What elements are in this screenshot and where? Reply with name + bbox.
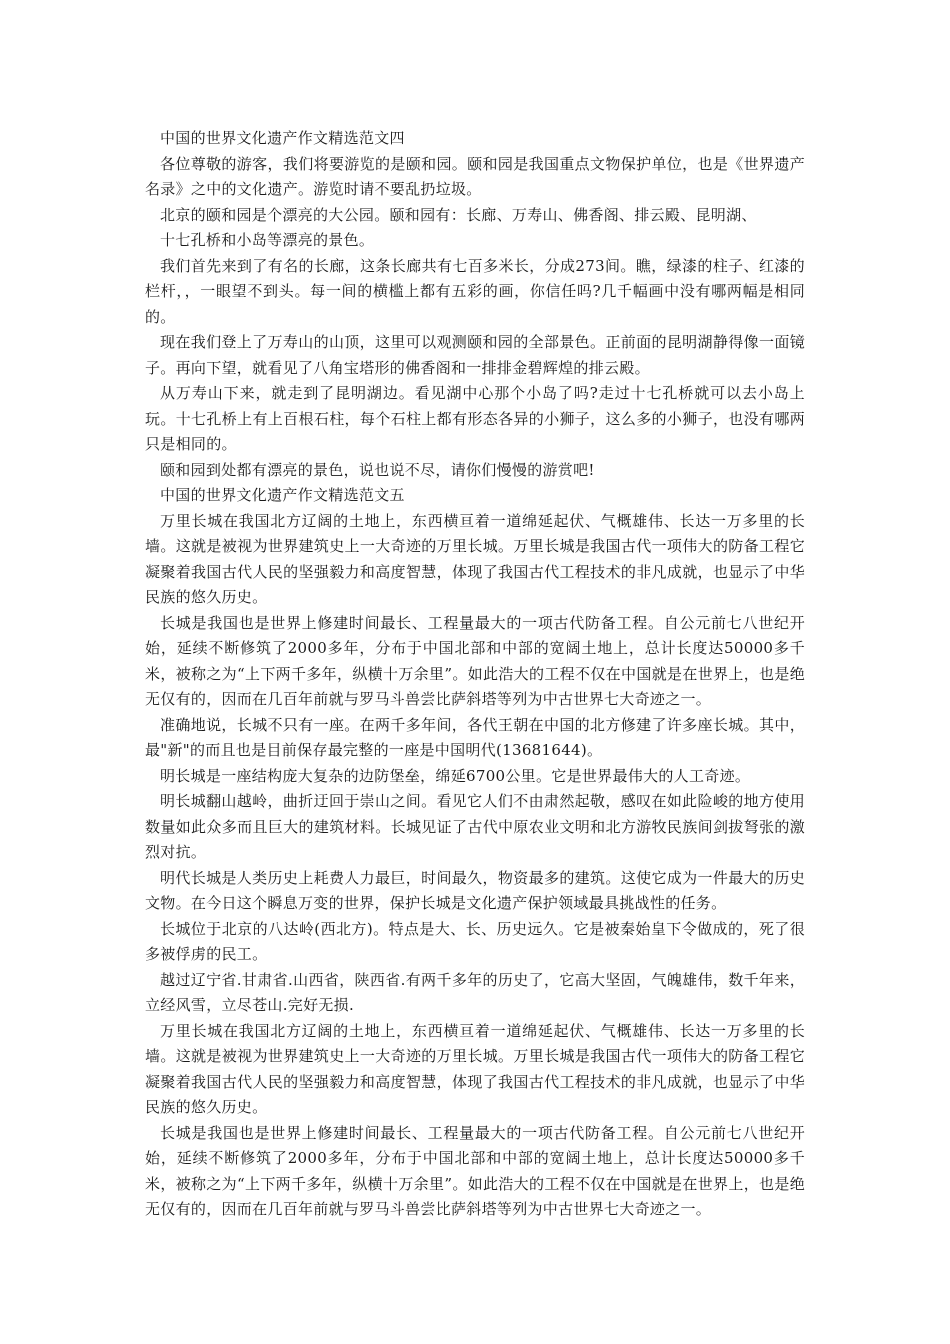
essay-title-5: 中国的世界文化遗产作文精选范文五 <box>160 486 405 504</box>
paragraph: 颐和园到处都有漂亮的景色，说也说不尽，请你们慢慢的游赏吧! <box>160 460 595 479</box>
essay-title-4: 中国的世界文化遗产作文精选范文四 <box>160 129 405 147</box>
paragraph: 越过辽宁省.甘肃省.山西省，陕西省.有两千多年的历史了，它高大坚固，气魄雄伟，数千年来，立经风雪，立尽苍山.完好无损. <box>145 970 805 1014</box>
document-body <box>145 126 805 1223</box>
paragraph: 明代长城是人类历史上耗费人力最巨，时间最久，物资最多的建筑。这使它成为一件最大的历史文物。在今日这个瞬息万变的世界，保护长城是文化遗产保护领域最具挑战性的任务。 <box>145 868 805 912</box>
paragraph: 十七孔桥和小岛等漂亮的景色。 <box>160 231 375 249</box>
paragraph: 准确地说，长城不只有一座。在两千多年间，各代王朝在中国的北方修建了许多座长城。其中，最"新"的而且也是目前保存最完整的一座是中国明代(13681644)。 <box>145 715 805 759</box>
paragraph: 明长城翻山越岭，曲折迂回于崇山之间。看见它人们不由肃然起敬，感叹在如此险峻的地方使用数量如此众多而且巨大的建筑材料。长城见证了古代中原农业文明和北方游牧民族间剑拔弩张的激烈对抗。 <box>145 792 805 861</box>
paragraph: 明长城是一座结构庞大复杂的边防堡垒，绵延6700公里。它是世界最伟大的人工奇迹。 <box>160 766 751 785</box>
paragraph: 长城位于北京的八达岭(西北方)。特点是大、长、历史远久。它是被秦始皇下令做成的，死了很多被俘虏的民工。 <box>145 919 805 963</box>
paragraph: 万里长城在我国北方辽阔的土地上，东西横亘着一道绵延起伏、气概雄伟、长达一万多里的长墙。这就是被视为世界建筑史上一大奇迹的万里长城。万里长城是我国古代一项伟大的防备工程它凝聚着我国古代人民的坚强毅力和高度智慧，体现了我国古代工程技术的非凡成就，也显示了中华民族的悠久历史。 <box>145 1021 805 1116</box>
paragraph: 现在我们登上了万寿山的山顶，这里可以观测颐和园的全部景色。正前面的昆明湖静得像一面镜子。再向下望，就看见了八角宝塔形的佛香阁和一排排金碧辉煌的排云殿。 <box>145 333 805 377</box>
paragraph: 各位尊敬的游客，我们将要游览的是颐和园。颐和园是我国重点文物保护单位，也是《世界遗产名录》之中的文化遗产。游览时请不要乱扔垃圾。 <box>145 154 805 198</box>
paragraph: 长城是我国也是世界上修建时间最长、工程量最大的一项古代防备工程。自公元前七八世纪开始，延续不断修筑了2000多年，分布于中国北部和中部的宽阔土地上，总计长度达50000多千米，被称之为“上下两千多年，纵横十万余里”。如此浩大的工程不仅在中国就是在世界上，也是绝无仅有的，因而在几百年前就与罗马斗兽尝比萨斜塔等列为中古世界七大奇迹之一。 <box>145 1123 805 1218</box>
paragraph: 从万寿山下来，就走到了昆明湖边。看见湖中心那个小岛了吗?走过十七孔桥就可以去小岛上玩。十七孔桥上有上百根石柱，每个石柱上都有形态各异的小狮子，这么多的小狮子，也没有哪两只是相同的。 <box>145 384 805 453</box>
paragraph: 我们首先来到了有名的长廊，这条长廊共有七百多米长，分成273间。瞧，绿漆的柱子、红漆的栏杆，，一眼望不到头。每一间的横槛上都有五彩的画，你信任吗?几千幅画中没有哪两幅是相同的。 <box>145 256 805 326</box>
paragraph: 北京的颐和园是个漂亮的大公园。颐和园有：长廊、万寿山、佛香阁、排云殿、昆明湖、 <box>160 205 757 224</box>
paragraph: 万里长城在我国北方辽阔的土地上，东西横亘着一道绵延起伏、气概雄伟、长达一万多里的长墙。这就是被视为世界建筑史上一大奇迹的万里长城。万里长城是我国古代一项伟大的防备工程它凝聚着我国古代人民的坚强毅力和高度智慧，体现了我国古代工程技术的非凡成就，也显示了中华民族的悠久历史。 <box>145 511 805 606</box>
paragraph: 长城是我国也是世界上修建时间最长、工程量最大的一项古代防备工程。自公元前七八世纪开始，延续不断修筑了2000多年，分布于中国北部和中部的宽阔土地上，总计长度达50000多千米，被称之为“上下两千多年，纵横十万余里”。如此浩大的工程不仅在中国就是在世界上，也是绝无仅有的，因而在几百年前就与罗马斗兽尝比萨斜塔等列为中古世界七大奇迹之一。 <box>145 613 805 708</box>
